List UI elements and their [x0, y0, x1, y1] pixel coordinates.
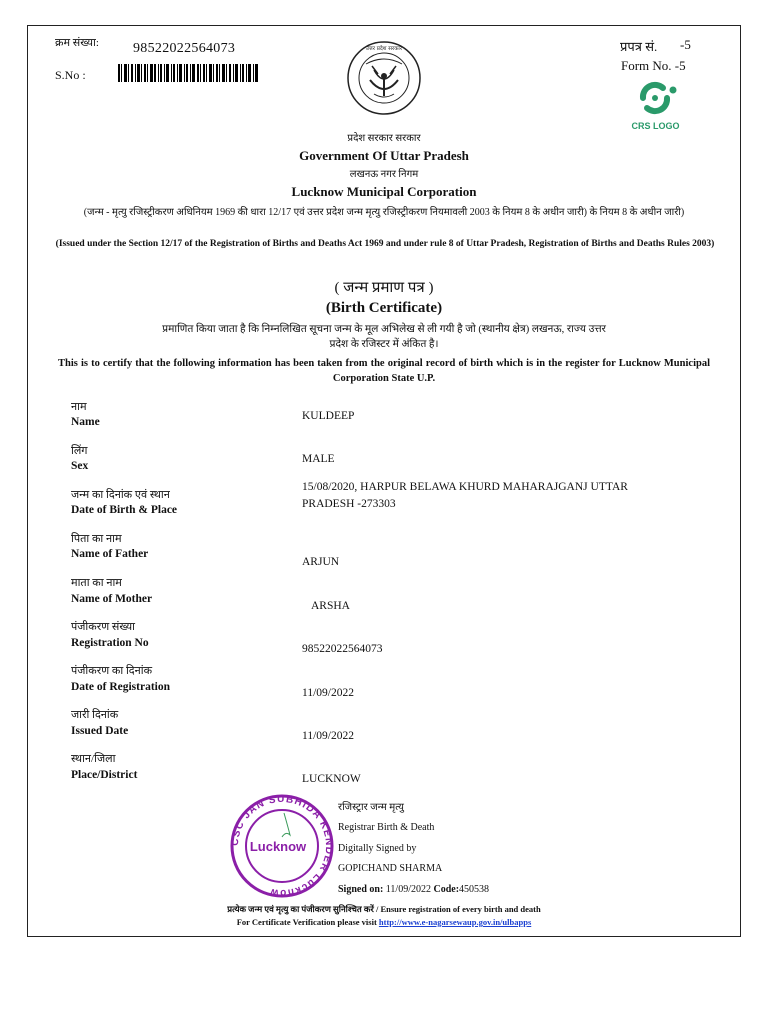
- dob-value: 15/08/2020, HARPUR BELAWA KHURD MAHARAJGANJ UTTAR PRADESH -273303: [302, 481, 628, 510]
- place-value: LUCKNOW: [302, 773, 361, 785]
- form-number: Form No. -5: [621, 58, 686, 73]
- issued-date-value: 11/09/2022: [302, 730, 354, 742]
- signed-by-label: Digitally Signed by: [338, 843, 417, 854]
- certify-statement: This is to certify that the following information has been taken from the original record of birth which is in the register for Lucknow Municipal Corporation State U.P.: [58, 358, 710, 384]
- signature-mark: [282, 813, 290, 837]
- crs-logo-text: CRS LOGO: [631, 121, 680, 131]
- verification-prefix: For Certificate Verification please visit: [236, 917, 377, 927]
- reg-no-label: Registration No: [71, 637, 149, 649]
- registrar-title: Registrar Birth & Death: [338, 822, 435, 833]
- crs-logo: [623, 80, 688, 131]
- up-government-emblem: [344, 40, 424, 116]
- reg-no-label-hindi: पंजीकरण संख्या: [71, 621, 136, 633]
- signed-on-label: Signed on:: [338, 884, 384, 895]
- form-number-hindi: -5: [680, 37, 691, 52]
- issued-date-label-hindi: जारी दिनांक: [71, 709, 119, 721]
- verification-line: [0, 917, 768, 927]
- certificate-title: (Birth Certificate): [325, 300, 443, 316]
- father-label: Name of Father: [71, 548, 149, 560]
- reg-date-label: Date of Registration: [71, 681, 171, 693]
- registrar-name: GOPICHAND SHARMA: [338, 863, 443, 874]
- serial-label-hindi: क्रम संख्या:: [55, 37, 99, 49]
- dob-label-hindi: जन्म का दिनांक एवं स्थान: [71, 489, 170, 501]
- certificate-title-hindi: ( जन्म प्रमाण पत्र ): [334, 280, 434, 296]
- act-reference: (Issued under the Section 12/17 of the Registration of Births and Deaths Act 1969 and under rule 8 of Uttar Pradesh, Registration of Births and Deaths Rules 2003): [55, 239, 715, 249]
- mother-value: ARSHA: [311, 600, 350, 612]
- act-reference-hindi: (जन्म - मृत्यु रजिस्ट्रीकरण अधिनियम 1969 की धारा 12/17 एवं उत्तर प्रदेश जन्म मृत्यु रजिस्ट्रीकरण नियमावली 2003 के नियम 8 के अधीन जारी) के नियम 8 के अधीन जारी): [83, 207, 685, 218]
- reg-no-value: 98522022564073: [302, 643, 383, 655]
- sex-label: Sex: [71, 460, 89, 472]
- registration-notice: प्रत्येक जन्म एवं मृत्यु का पंजीकरण सुनिश्चित करें / Ensure registration of every birth and death: [227, 904, 541, 914]
- certify-statement-hindi: प्रमाणित किया जाता है कि निम्नलिखित सूचना जन्म के मूल अभिलेख से ली गयी है जो (स्थानीय क्षेत्र) लखनऊ, राज्य उत्तर प्रदेश के रजिस्टर में अंकित है।: [162, 324, 606, 350]
- corp-title-hindi: लखनऊ नगर निगम: [349, 169, 419, 180]
- reg-date-value: 11/09/2022: [302, 687, 354, 699]
- gov-title-hindi: प्रदेश सरकार सरकार: [347, 133, 421, 144]
- serial-number: 98522022564073: [133, 41, 236, 56]
- registrar-title-hindi: रजिस्ट्रार जन्म मृत्यु: [338, 802, 404, 813]
- mother-label: Name of Mother: [71, 593, 153, 605]
- name-value: KULDEEP: [302, 410, 355, 422]
- gov-title: Government Of Uttar Pradesh: [299, 148, 469, 163]
- reg-date-label-hindi: पंजीकरण का दिनांक: [71, 665, 153, 677]
- father-value: ARJUN: [302, 556, 340, 568]
- sex-label-hindi: लिंग: [71, 445, 88, 457]
- sex-value: MALE: [302, 453, 335, 465]
- mother-label-hindi: माता का नाम: [71, 577, 122, 589]
- crs-logo-icon: [623, 80, 688, 116]
- barcode: [118, 64, 258, 82]
- name-label-hindi: नाम: [71, 401, 87, 413]
- csc-stamp: [222, 793, 342, 899]
- stamp-center-text: Lucknow: [249, 839, 307, 854]
- dob-label: Date of Birth & Place: [71, 504, 178, 516]
- form-label-hindi: प्रपत्र सं.: [620, 39, 658, 54]
- corp-title: Lucknow Municipal Corporation: [291, 184, 477, 199]
- stamp-ring-text: CSC JAN SUBHIDA KENDER Lucknow: [229, 793, 335, 899]
- verification-link[interactable]: http://www.e-nagarsewaup.gov.in/ulbapps: [378, 917, 532, 927]
- emblem-text: उत्तर प्रदेश सरकार: [365, 46, 403, 52]
- place-label-hindi: स्थान/जिला: [71, 753, 116, 765]
- signed-on-date: 11/09/2022: [385, 884, 431, 895]
- code-label: Code:: [433, 884, 460, 895]
- issued-date-label: Issued Date: [71, 725, 129, 737]
- father-label-hindi: पिता का नाम: [71, 533, 122, 545]
- code-value: 450538: [459, 884, 490, 895]
- name-label: Name: [71, 416, 100, 428]
- serial-label: S.No :: [55, 68, 86, 82]
- place-label: Place/District: [71, 769, 138, 781]
- signed-on-line: [338, 884, 489, 895]
